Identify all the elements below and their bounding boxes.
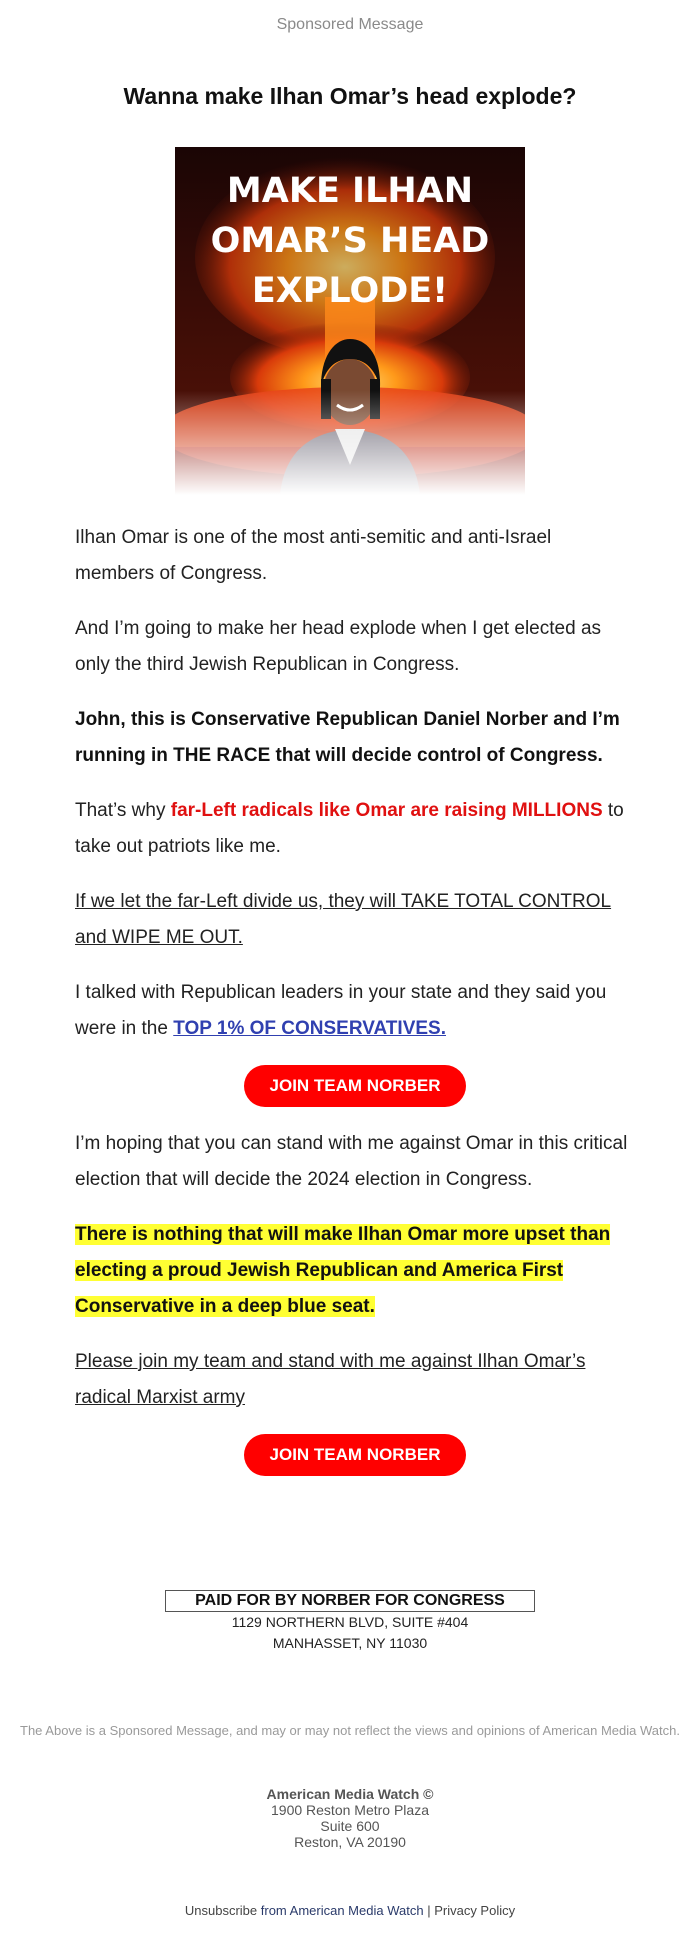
- email-body: [75, 520, 635, 1495]
- join-team-button-2[interactable]: JOIN TEAM NORBER: [244, 1434, 466, 1476]
- paragraph-5-link[interactable]: If we let the far-Left divide us, they will TAKE TOTAL CONTROL and WIPE ME OUT.: [75, 891, 612, 948]
- p4-red-text: far-Left radicals like Omar are raising MILLIONS: [170, 800, 603, 821]
- paragraph-4: [75, 793, 635, 865]
- paragraph-6: [75, 975, 635, 1047]
- paragraph-8: [75, 1217, 635, 1325]
- sponsored-label: Sponsored Message: [276, 16, 424, 33]
- join-team-button-1[interactable]: JOIN TEAM NORBER: [244, 1065, 466, 1107]
- paid-for-block: [0, 1590, 700, 1654]
- top-conservatives-link[interactable]: TOP 1% OF CONSERVATIVES.: [173, 1018, 446, 1039]
- publisher-address-line2: Suite 600: [320, 1818, 380, 1834]
- paragraph-3: John, this is Conservative Republican Daniel Norber and I’m running in THE RACE that will decide control of Congress.: [75, 709, 620, 766]
- publisher-block: [0, 1786, 700, 1850]
- footer-links: [0, 1903, 700, 1918]
- publisher-address-line1: 1900 Reston Metro Plaza: [271, 1802, 429, 1818]
- p6-text-pre: I talked with Republican leaders in your state and they said you were in the: [75, 982, 607, 1039]
- explosion-illustration: [175, 147, 525, 495]
- footer-separator: |: [427, 1903, 431, 1918]
- publisher-address-line3: Reston, VA 20190: [294, 1834, 406, 1850]
- paid-address-line2: MANHASSET, NY 11030: [272, 1635, 428, 1651]
- headline: Wanna make Ilhan Omar’s head explode?: [123, 83, 577, 109]
- privacy-policy-link[interactable]: Privacy Policy: [434, 1903, 516, 1918]
- hero-image[interactable]: [175, 147, 525, 495]
- paragraph-1: Ilhan Omar is one of the most anti-semitic and anti-Israel members of Congress.: [75, 527, 552, 584]
- disclaimer-text: The Above is a Sponsored Message, and may or may not reflect the views and opinions of American Media Watch.: [20, 1723, 680, 1738]
- paragraph-7: I’m hoping that you can stand with me against Omar in this critical election that will decide the 2024 election in Congress.: [75, 1133, 628, 1190]
- highlighted-text: There is nothing that will make Ilhan Omar more upset than electing a proud Jewish Republican and America First Conservative in a deep blue seat.: [75, 1224, 611, 1317]
- p4-text-pre: That’s why: [75, 800, 171, 821]
- p4-text-post: to take out patriots like me.: [75, 800, 624, 857]
- paid-for-box: PAID FOR BY NORBER FOR CONGRESS: [165, 1590, 535, 1612]
- from-publisher-link[interactable]: from American Media Watch: [260, 1903, 424, 1918]
- unsubscribe-link[interactable]: Unsubscribe: [184, 1903, 258, 1918]
- paragraph-2: And I’m going to make her head explode when I get elected as only the third Jewish Republican in Congress.: [75, 618, 602, 675]
- publisher-name: American Media Watch ©: [266, 1786, 434, 1802]
- paragraph-9-link[interactable]: Please join my team and stand with me against Ilhan Omar’s radical Marxist army: [75, 1351, 586, 1408]
- paid-address-line1: 1129 NORTHERN BLVD, SUITE #404: [231, 1614, 469, 1630]
